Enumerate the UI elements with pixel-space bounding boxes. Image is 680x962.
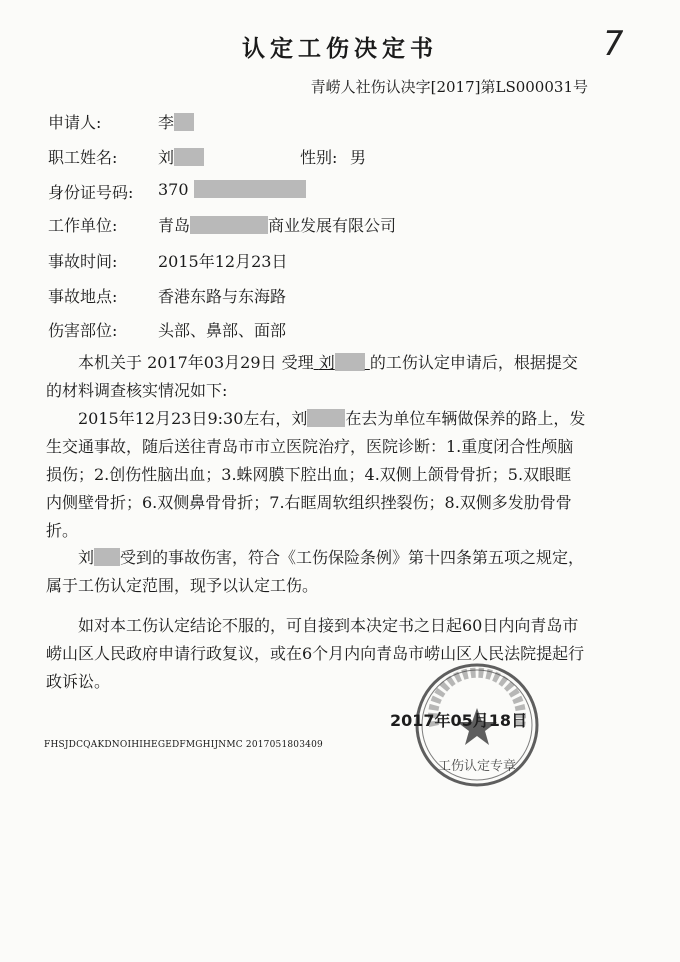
redaction-block xyxy=(335,353,365,371)
redaction-block xyxy=(94,548,120,566)
document-number: 青崂人社伤认决字[2017]第LS000031号 xyxy=(310,78,588,96)
id-number-value: 370 xyxy=(158,180,306,199)
injury-part-value: 头部、鼻部、面部 xyxy=(158,321,287,340)
paragraph-appeal: 如对本工伤认定结论不服的，可自接到本决定书之日起60日内向青岛市崂山区人民政府申请行政复议，或在6个月内向青岛市崂山区人民法院提起行政诉讼。 xyxy=(46,616,585,691)
document-title: 认定工伤决定书 xyxy=(242,35,438,62)
issue-date: 2017年05月18日 xyxy=(390,711,528,730)
redaction-block xyxy=(174,148,204,166)
redaction-block xyxy=(194,180,306,198)
applicant-value: 李 xyxy=(158,110,194,133)
paragraph-conclusion: 刘 受到的事故伤害，符合《工伤保险条例》第十四条第五项之规定，属于工伤认定范围，现予以认定工伤。 xyxy=(46,548,585,595)
employer-label: 工作单位: xyxy=(48,216,118,235)
redaction-block xyxy=(190,216,268,234)
employer-value: 青岛 商业发展有限公司 xyxy=(158,216,397,235)
accident-time-value: 2015年12月23日 xyxy=(158,252,288,271)
accident-place-value: 香港东路与东海路 xyxy=(158,287,287,306)
worker-name-value: 刘 xyxy=(158,145,204,168)
redaction-block xyxy=(307,409,345,427)
accident-time-label: 事故时间: xyxy=(48,252,118,271)
injury-part-label: 伤害部位: xyxy=(48,321,118,340)
accident-place-label: 事故地点: xyxy=(48,287,118,306)
paragraph-acceptance: 本机关于 2017年03月29日 受理 刘 的工伤认定申请后，根据提交的材料调查核实情况如下: xyxy=(46,353,578,400)
id-number-label: 身份证号码: xyxy=(48,183,134,202)
seal-bottom-text: 工伤认定专章 xyxy=(437,759,517,774)
applicant-label: 申请人: xyxy=(48,113,102,132)
paragraph-facts: 2015年12月23日9:30左右，刘 在去为单位车辆做保养的路上，发生交通事故，随后送往青岛市市立医院治疗，医院诊断：1.重度闭合性颅脑损伤；2.创伤性脑出血；3.蛛网膜下腔出血；4.双侧上颌骨骨折；5.双眼眶内侧壁骨折；6.双侧鼻骨骨折；7.右眶周软组织挫裂伤；8.双侧多发肋骨骨折。 xyxy=(46,409,586,540)
underlined-name: 刘 xyxy=(314,353,370,372)
worker-name-label: 职工姓名: xyxy=(48,148,118,167)
verification-code: FHSJDCQAKDNOIHIHEGEDFMGHIJNMC 2017051803409 xyxy=(44,740,323,750)
handwritten-number: 7 xyxy=(598,24,628,64)
gender-value: 男 xyxy=(350,148,367,167)
redaction-block xyxy=(174,113,194,131)
gender-label: 性别: xyxy=(300,148,338,167)
